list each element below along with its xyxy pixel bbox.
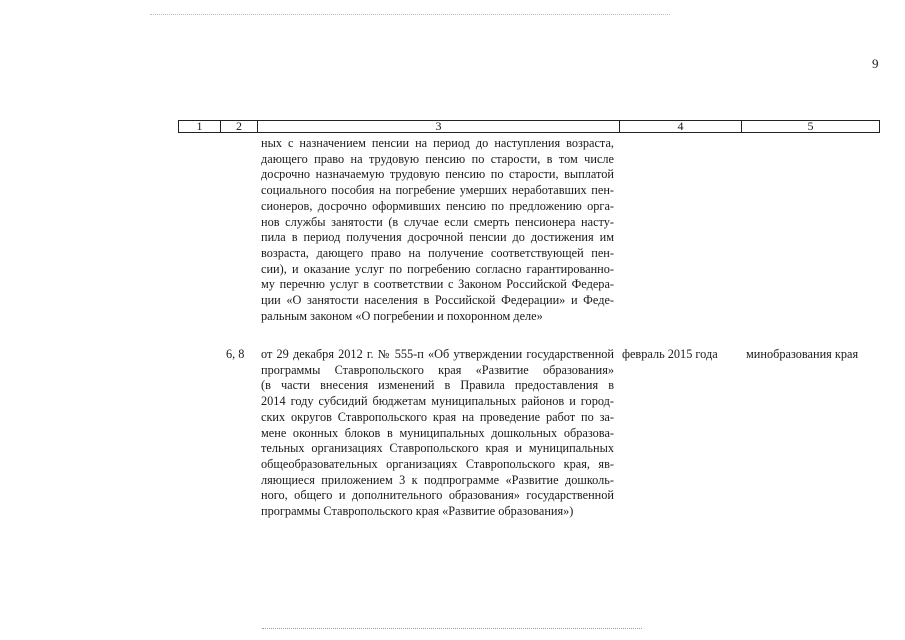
header-col-2: 2 (221, 121, 258, 132)
text-line: досрочно назначаемую трудовую пенсию по старости, выплатой (261, 167, 614, 182)
header-col-4: 4 (620, 121, 742, 132)
header-col-3: 3 (258, 121, 620, 132)
row-number: 6, 8 (226, 347, 245, 361)
text-line: нов службы занятости (в случае если смерть пенсионера насту- (261, 214, 614, 229)
text-line: му перечню услуг в соответствии с Законом Российской Федера- (261, 277, 614, 292)
table-header-row (178, 120, 880, 133)
text-line: сии), и оказание услуг по погребению согласно гарантированно- (261, 261, 614, 276)
page-number: 9 (872, 56, 879, 71)
text-line: 2014 году субсидий бюджетам муниципальных районов и город- (261, 394, 614, 409)
row-deadline: февраль 2015 года (622, 347, 718, 361)
scan-artifact-bottom (262, 628, 642, 630)
header-col-1: 1 (179, 121, 221, 132)
scan-artifact-top (150, 14, 670, 16)
text-line: пила в период получения досрочной пенсии до достижения им (261, 230, 614, 245)
text-line: дающего право на трудовую пенсию по старости, в том числе (261, 151, 614, 166)
row-description (261, 347, 614, 520)
text-line: ральным законом «О погребении и похоронном деле» (261, 308, 543, 323)
text-line: ции «О занятости населения в Российской Федерации» и Феде- (261, 293, 614, 308)
text-line: ских округов Ставропольского края на проведение работ по за- (261, 409, 614, 424)
text-line: (в части внесения изменений в Правила предоставления в (261, 378, 614, 393)
text-line: программы Ставропольского края «Развитие образования» (261, 362, 614, 377)
text-line: сионеров, досрочно оформивших пенсию по предложению орга- (261, 198, 614, 213)
text-line: ляющиеся приложением 3 к подпрограмме «Развитие дошколь- (261, 472, 614, 487)
text-line: ных с назначением пенсии на период до наступления возраста, (261, 136, 614, 150)
text-line: программы Ставропольского края «Развитие образования») (261, 504, 574, 519)
text-line: от 29 декабря 2012 г. № 555-п «Об утверждении государственной (261, 347, 614, 361)
text-line: ного, общего и дополнительного образования» государственной (261, 488, 614, 503)
text-line: мене оконных блоков в муниципальных дошкольных образова- (261, 425, 614, 440)
header-col-5: 5 (807, 119, 814, 133)
text-line: социального пособия на погребение умерших неработавших пен- (261, 183, 614, 198)
text-line: возраста, дающего право на получение соответствующей пен- (261, 245, 614, 260)
row-executor: минобразования края (746, 347, 859, 361)
text-line: общеобразовательных организациях Ставропольского края, яв- (261, 456, 614, 471)
text-line: тельных организациях Ставропольского края и муниципальных (261, 441, 614, 456)
continued-text-block (261, 136, 614, 324)
